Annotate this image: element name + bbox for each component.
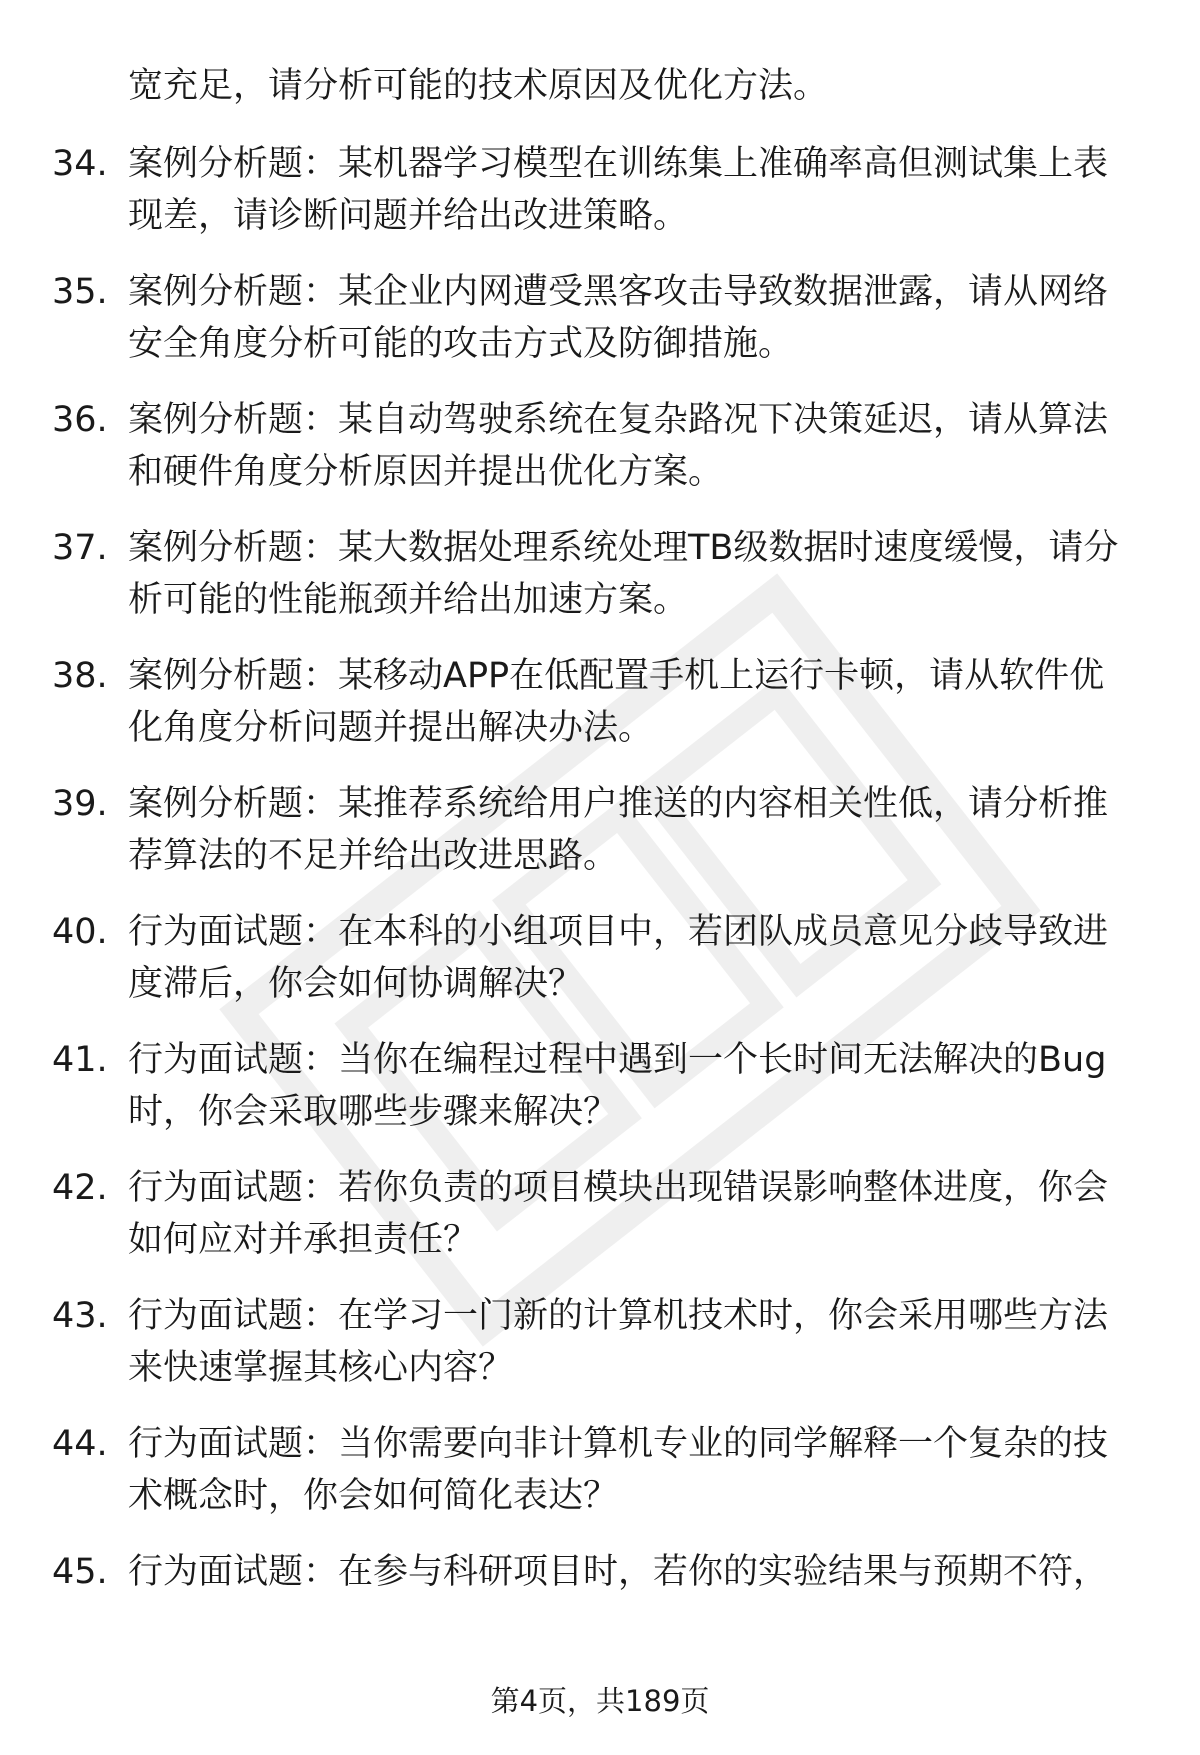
question-text-line-2: 来快速掌握其核心内容？ <box>128 1348 514 1388</box>
question-text-line-1: 行为面试题：在学习一门新的计算机技术时，你会采用哪些方法 <box>128 1296 1109 1336</box>
question-number: 45. <box>52 1552 108 1592</box>
question-item <box>0 1026 1200 1132</box>
question-text-line-1: 行为面试题：当你在编程过程中遇到一个长时间无法解决的Bug <box>128 1040 1107 1080</box>
question-text-line-2: 荐算法的不足并给出改进思路。 <box>128 836 619 876</box>
question-number: 35. <box>52 272 108 312</box>
page-footer: 第4页，共189页 <box>490 1684 710 1718</box>
question-text-line-2: 安全角度分析可能的攻击方式及防御措施。 <box>128 324 794 364</box>
question-item <box>0 514 1200 620</box>
question-number: 38. <box>52 656 108 696</box>
question-text-line-1: 案例分析题：某移动APP在低配置手机上运行卡顿，请从软件优 <box>128 656 1105 696</box>
question-number: 41. <box>52 1040 108 1080</box>
question-text-line-2: 和硬件角度分析原因并提出优化方案。 <box>128 452 724 492</box>
question-text-line-2: 化角度分析问题并提出解决办法。 <box>128 708 654 748</box>
question-item <box>0 130 1200 236</box>
continued-text: 宽充足，请分析可能的技术原因及优化方法。 <box>128 66 829 106</box>
question-item <box>0 1410 1200 1516</box>
question-text-line-1: 案例分析题：某机器学习模型在训练集上准确率高但测试集上表 <box>128 144 1109 184</box>
question-number: 40. <box>52 912 108 952</box>
question-text-line-1: 行为面试题：在本科的小组项目中，若团队成员意见分歧导致进 <box>128 912 1109 952</box>
question-list <box>0 130 1200 1666</box>
question-text-line-2: 如何应对并承担责任？ <box>128 1220 479 1260</box>
question-text-line-2: 时，你会采取哪些步骤来解决？ <box>128 1092 619 1132</box>
question-text-line-1: 行为面试题：当你需要向非计算机专业的同学解释一个复杂的技 <box>128 1424 1109 1464</box>
question-text-line-2: 术概念时，你会如何简化表达？ <box>128 1476 619 1516</box>
question-number: 36. <box>52 400 108 440</box>
question-text-line-1: 案例分析题：某企业内网遭受黑客攻击导致数据泄露，请从网络 <box>128 272 1109 312</box>
question-item <box>0 770 1200 876</box>
question-number: 37. <box>52 528 108 568</box>
question-item <box>0 898 1200 1004</box>
question-text-line-1: 行为面试题：若你负责的项目模块出现错误影响整体进度，你会 <box>128 1168 1109 1208</box>
question-text-line-2: 度滞后，你会如何协调解决？ <box>128 964 584 1004</box>
question-number: 43. <box>52 1296 108 1336</box>
question-number: 39. <box>52 784 108 824</box>
question-text-line-1: 案例分析题：某大数据处理系统处理TB级数据时速度缓慢，请分 <box>128 528 1119 568</box>
question-item <box>0 1154 1200 1260</box>
question-item <box>0 386 1200 492</box>
question-text-line-2: 析可能的性能瓶颈并给出加速方案。 <box>128 580 689 620</box>
question-item <box>0 1538 1200 1624</box>
question-item <box>0 258 1200 364</box>
question-text-line-1: 行为面试题：在参与科研项目时，若你的实验结果与预期不符， <box>128 1552 1109 1592</box>
question-text-line-1: 案例分析题：某推荐系统给用户推送的内容相关性低，请分析推 <box>128 784 1109 824</box>
question-number: 34. <box>52 144 108 184</box>
question-text-line-2: 现差，请诊断问题并给出改进策略。 <box>128 196 689 236</box>
question-text-line-1: 案例分析题：某自动驾驶系统在复杂路况下决策延迟，请从算法 <box>128 400 1109 440</box>
question-item <box>0 1282 1200 1388</box>
question-number: 42. <box>52 1168 108 1208</box>
question-item <box>0 642 1200 748</box>
question-number: 44. <box>52 1424 108 1464</box>
